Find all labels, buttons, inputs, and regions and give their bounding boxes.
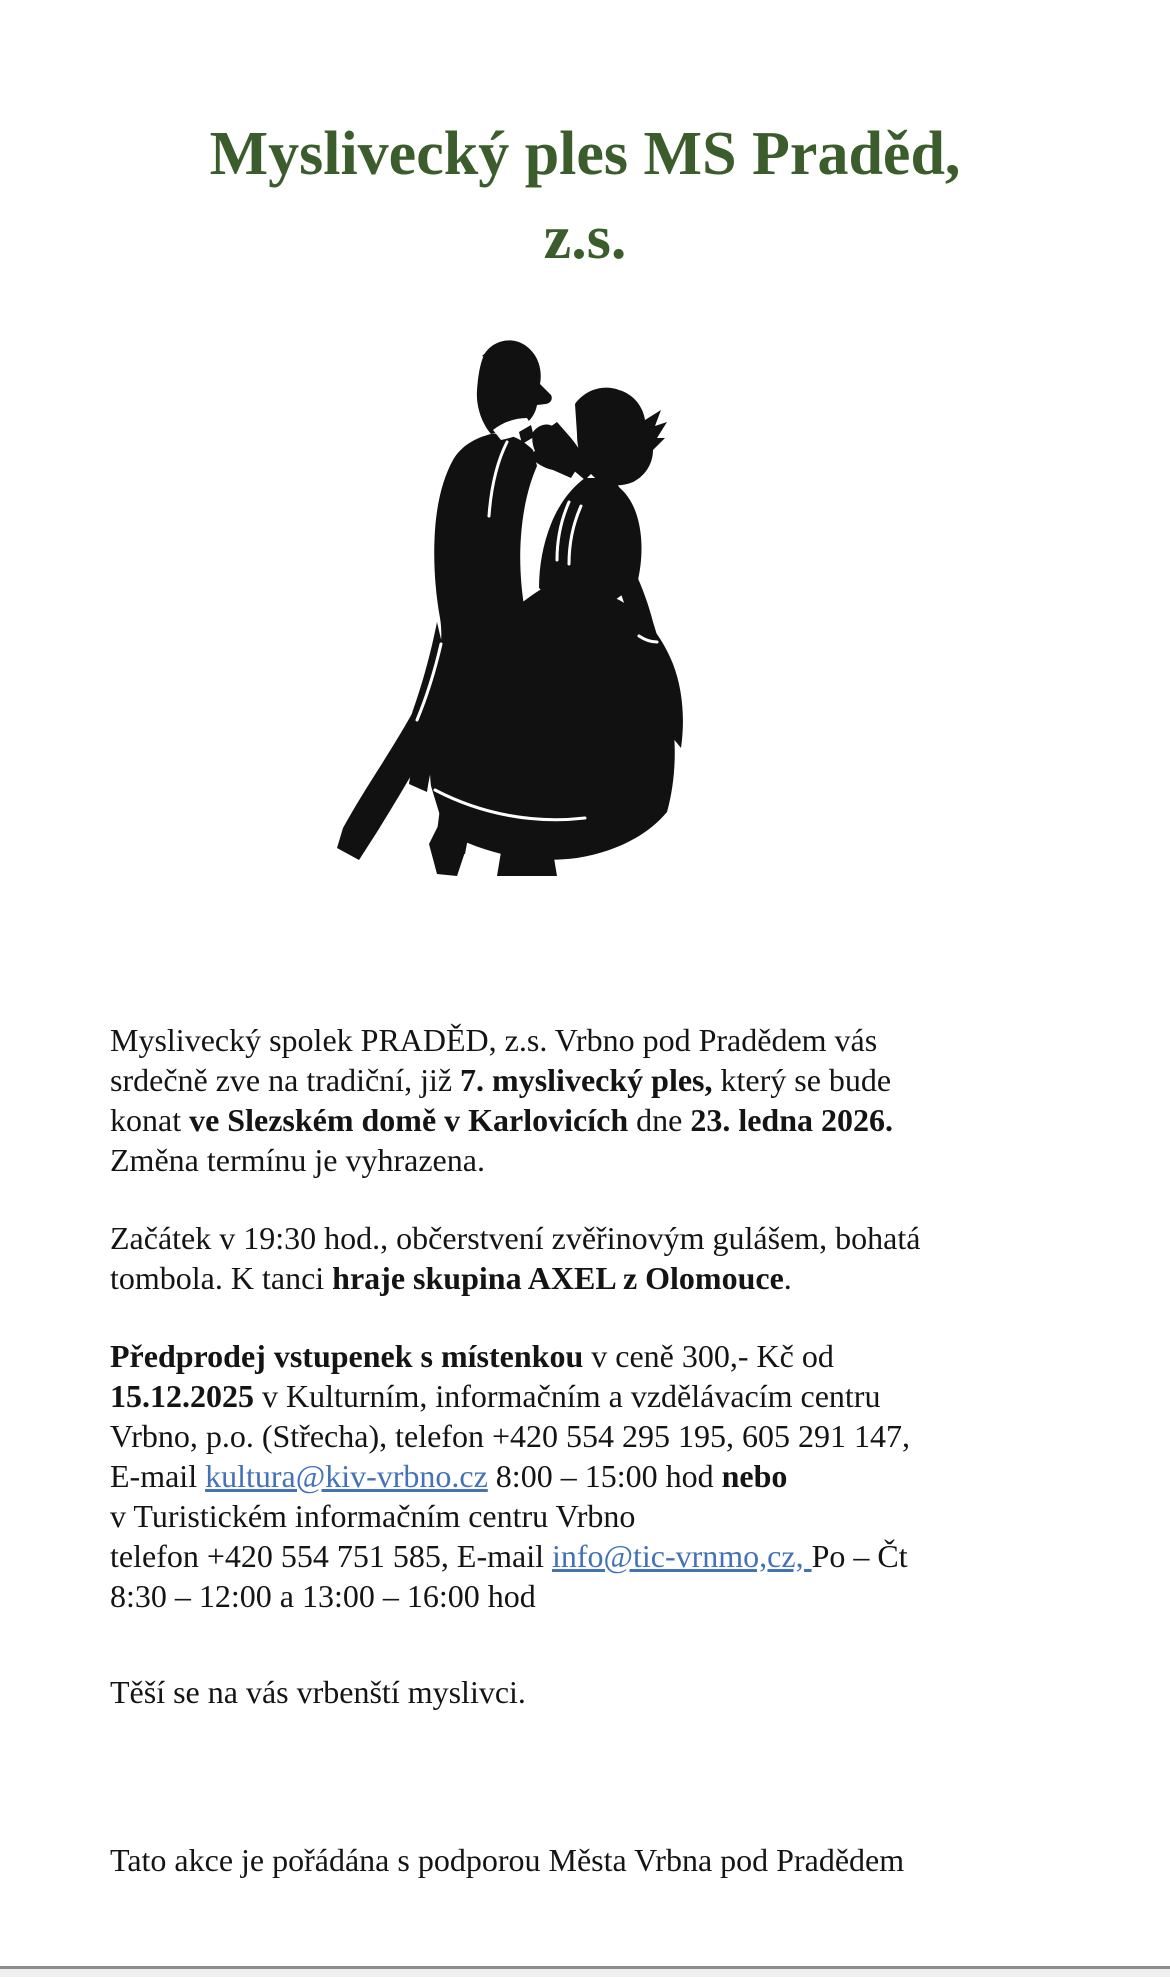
text-segment: Tato akce je pořádána s podporou Města Vrbna pod Pradědem <box>110 1842 905 1878</box>
text-segment: Začátek v 19:30 hod., občerstvení zvěřinovým gulášem, bohatá <box>110 1220 921 1256</box>
text-segment: E-mail <box>110 1458 206 1494</box>
page-title <box>0 0 1170 280</box>
text-segment: tombola. K tanci <box>110 1260 333 1296</box>
tic-email-link[interactable]: info@tic-vrnmo,cz, <box>551 1538 812 1574</box>
text-segment: Těší se na vás vrbenští myslivci. <box>110 1674 526 1710</box>
text-segment: 7. myslivecký ples, <box>460 1062 713 1098</box>
text-segment: Myslivecký spolek PRADĚD, z.s. Vrbno pod Pradědem vás <box>110 1022 878 1058</box>
text-segment: Předprodej vstupenek s místenkou <box>110 1338 584 1374</box>
dancing-couple-silhouette <box>285 292 685 884</box>
text-segment: Změna termínu je vyhrazena. <box>110 1142 485 1178</box>
text-segment: Po – Čt <box>811 1538 908 1574</box>
text-segment: ve Slezském domě v Karlovicích <box>189 1102 629 1138</box>
closing-paragraph <box>110 1672 1100 1712</box>
text-segment: v ceně 300,- Kč od <box>583 1338 834 1374</box>
kultura-email-link[interactable]: kultura@kiv-vrbno.cz <box>205 1458 488 1494</box>
page-edge-divider <box>0 1966 1170 1977</box>
text-segment: 23. ledna 2026. <box>690 1102 894 1138</box>
text-segment: 8:30 – 12:00 a 13:00 – 16:00 hod <box>110 1578 536 1614</box>
support-paragraph <box>110 1840 1100 1880</box>
text-segment: srdečně zve na tradiční, již <box>110 1062 461 1098</box>
text-segment: v Kulturním, informačním a vzdělávacím centru <box>254 1378 881 1414</box>
text-segment: . <box>783 1260 792 1296</box>
text-segment: 8:00 – 15:00 hod <box>487 1458 722 1494</box>
title-line-1: Myslivecký ples MS Praděd, <box>209 120 961 188</box>
text-segment: hraje skupina AXEL z Olomouce <box>332 1260 784 1296</box>
intro-paragraph <box>110 1020 1100 1180</box>
schedule-paragraph <box>110 1218 1100 1298</box>
text-segment: který se bude <box>712 1062 892 1098</box>
text-segment: Vrbno, p.o. (Střecha), telefon +420 554 295 195, 605 291 147, <box>110 1418 910 1454</box>
text-segment: 15.12.2025 <box>110 1378 254 1414</box>
title-line-2: z.s. <box>543 204 627 272</box>
text-segment: konat <box>110 1102 190 1138</box>
text-segment: v Turistickém informačním centru Vrbno <box>110 1498 636 1534</box>
body-paragraphs <box>110 1020 1100 1880</box>
text-segment: nebo <box>721 1458 788 1494</box>
dancing-couple-image <box>285 292 685 884</box>
text-segment: telefon +420 554 751 585, E-mail <box>110 1538 552 1574</box>
tickets-paragraph <box>110 1336 1100 1616</box>
text-segment: dne <box>628 1102 691 1138</box>
